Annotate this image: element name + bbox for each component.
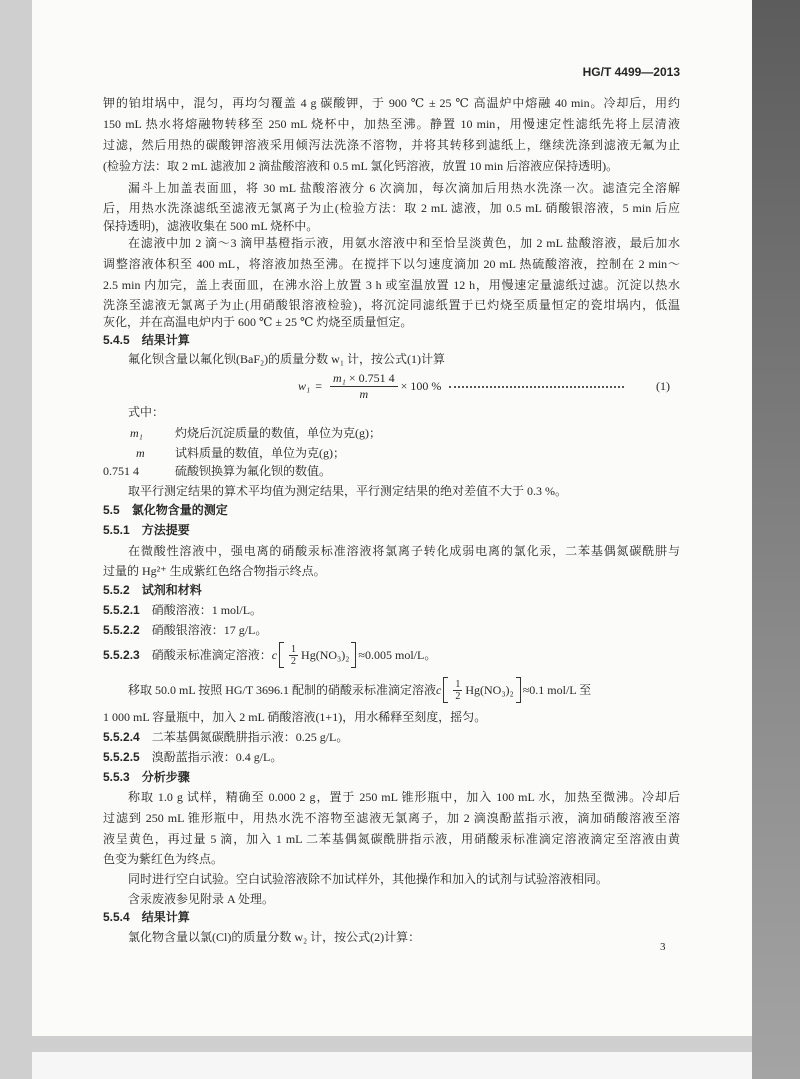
body-line: 灰化，并在高温电炉内于 600 ℃ ± 25 ℃ 灼烧至质量恒定。 <box>103 315 413 329</box>
clause-5-5-2-3 <box>103 642 436 668</box>
body-line: 过滤，然后用热的碳酸钾溶液采用倾泻法洗涤不溶物，并将其转移到滤纸上，继续洗涤到滤液无氟为止 <box>103 138 680 152</box>
precision-statement: 取平行测定结果的算术平均值为测定结果，平行测定结果的绝对差值不大于 0.3 %。 <box>128 484 567 498</box>
body-line: 在微酸性溶液中，强电离的硝酸汞标准溶液将氯离子转化成弱电离的氯化汞，二苯基偶氮碳酰肼与 <box>128 544 680 558</box>
clause-title: 结果计算 <box>141 333 190 347</box>
symbol-description: 硫酸钡换算为氟化钡的数值。 <box>175 464 332 478</box>
body-line: 洗涤至滤液无氯离子为止(用硝酸银溶液检验)，将沉淀同滤纸置于已灼烧至质量恒定的瓷坩埚内，低温 <box>103 298 680 312</box>
fraction-denominator: 2 <box>455 690 461 702</box>
formula-1 <box>298 369 624 403</box>
body-line: 150 mL 热水将熔融物转移至 250 mL 烧杯中，加热至沸。静置 10 min，用慢速定性滤纸先将上层清液 <box>103 117 680 131</box>
clause-heading-5-5-3 <box>103 769 190 785</box>
body-line: 钾的铂坩埚中，混匀，再均匀覆盖 4 g 碳酸钾，于 900 ℃ ± 25 ℃ 高温炉中熔融 40 min。冷却后，用约 <box>103 96 680 110</box>
fraction-numerator <box>330 371 398 387</box>
body-line: 调整溶液体积至 400 mL，将溶液加热至沸。在搅拌下以匀速度滴加 20 mL 热硫酸溶液，控制在 2 min～ <box>103 257 680 271</box>
clause-number: 5.4.5 <box>103 333 130 347</box>
reagent-name: 硝酸汞标准滴定溶液： <box>151 648 272 662</box>
blank-test-note: 同时进行空白试验。空白试验溶液除不加试样外，其他操作和加入的试剂与试验溶液相同。 <box>128 872 609 886</box>
body-line: 后，用热水洗涤滤纸至滤液无氯离子为止(检验方法：取 2 mL 滤液，加 0.5 mL 硝酸银溶液，5 min 后应 <box>103 201 680 215</box>
formula-lhs: w₁ <box>298 378 311 393</box>
waste-note: 含汞废液参见附录 A 处理。 <box>128 892 275 906</box>
clause-heading-5-5-4 <box>103 909 190 925</box>
body-line: 2.5 min 内加完，盖上表面皿，在沸水浴上放置 3 h 或室温放置 12 h，用慢速定量滤纸过滤。沉淀以热水 <box>103 278 680 292</box>
preparation-before: 移取 50.0 mL 按照 HG/T 3696.1 配制的硝酸汞标准滴定溶液 <box>128 683 436 697</box>
right-bracket <box>351 642 356 668</box>
chemical-species: Hg(NO₃)₂ <box>301 648 350 662</box>
dot-leader <box>449 385 624 388</box>
clause-text: 溴酚蓝指示液：0.4 g/L。 <box>151 750 283 764</box>
body-line: 称取 1.0 g 试样，精确至 0.000 2 g，置于 250 mL 锥形瓶中，加入 100 mL 水，加热至微沸。冷却后 <box>128 790 680 804</box>
clause-heading-5-5 <box>103 502 228 518</box>
symbol: m <box>136 446 145 460</box>
fraction-denominator: m <box>359 386 369 401</box>
clause-heading-5-5-2 <box>103 582 202 598</box>
symbol: 0.751 4 <box>103 464 139 478</box>
clause-heading-5-5-1 <box>103 522 190 538</box>
body-line: 过滤到 250 mL 锥形瓶中，用热水洗不溶物至滤液无氯离子，加 2 滴溴酚蓝指示液，滴加硝酸溶液至溶 <box>103 811 680 825</box>
clause-5-5-2-1 <box>103 602 262 618</box>
equals-sign: = <box>315 378 322 393</box>
body-line: 保持透明)，滤液收集在 500 mL 烧杯中。 <box>103 219 319 233</box>
numerator-variable: m₁ <box>332 370 346 385</box>
preparation-text <box>128 677 591 703</box>
where-label: 式中： <box>128 405 165 419</box>
formula-factor: × 100 % <box>400 378 442 393</box>
concentration-value: ≈0.005 mol/L。 <box>358 648 437 662</box>
calculation-intro: 氟化钡含量以氟化钡(BaF₂)的质量分数 w₁ 计，按公式(1)计算 <box>128 352 446 366</box>
clause-number: 5.5.2 <box>103 583 130 597</box>
fraction-numerator: 1 <box>455 678 461 690</box>
concentration-symbol: c <box>271 648 278 662</box>
left-bracket <box>279 642 284 668</box>
half-fraction <box>289 644 298 667</box>
body-line: 在滤液中加 2 滴～3 滴甲基橙指示液，用氨水溶液中和至恰呈淡黄色，加 2 mL 盐酸溶液，最后加水 <box>128 236 680 250</box>
clause-text: 硝酸溶液：1 mol/L。 <box>151 603 263 617</box>
clause-number: 5.5.2.4 <box>103 730 140 744</box>
page-number: 3 <box>660 941 666 953</box>
body-line: 液呈黄色，再过量 5 滴，加入 1 mL 二苯基偶氮碳酰肼指示液，用硝酸汞标准滴定溶液滴定至溶液由黄 <box>103 832 680 846</box>
clause-5-5-2-2 <box>103 622 267 638</box>
preparation-line-2: 1 000 mL 容量瓶中，加入 2 mL 硝酸溶液(1+1)，用水稀释至刻度，摇匀。 <box>103 710 487 724</box>
equation-number: (1) <box>656 379 670 393</box>
standard-number-header: HG/T 4499—2013 <box>582 65 680 79</box>
clause-number: 5.5.4 <box>103 910 130 924</box>
chemical-species: Hg(NO₃)₂ <box>465 683 514 697</box>
clause-number: 5.5 <box>103 503 120 517</box>
preparation-after: ≈0.1 mol/L 至 <box>522 683 592 697</box>
body-line: 色变为紫红色为终点。 <box>103 852 224 866</box>
body-line: (检验方法：取 2 mL 滤液加 2 滴盐酸溶液和 0.5 mL 氯化钙溶液，放置 10 min 后溶液应保持透明)。 <box>103 159 619 173</box>
clause-title: 方法提要 <box>141 523 190 537</box>
numerator-factor: × 0.751 4 <box>345 370 395 385</box>
clause-number: 5.5.3 <box>103 770 130 784</box>
next-page-edge <box>32 1052 752 1079</box>
preparation-line <box>128 677 680 703</box>
formula-fraction <box>330 371 398 402</box>
symbol: m₁ <box>130 426 143 440</box>
clause-title: 氯化物含量的测定 <box>131 503 228 517</box>
clause-title: 结果计算 <box>141 910 190 924</box>
half-fraction <box>453 679 462 702</box>
symbol-description: 试料质量的数值，单位为克(g)； <box>175 446 345 460</box>
body-line: 漏斗上加盖表面皿，将 30 mL 盐酸溶液分 6 次滴加，每次滴加后用热水洗涤一次。滤渣完全溶解 <box>128 181 680 195</box>
concentration-symbol: c <box>436 683 442 697</box>
symbol-description: 灼烧后沉淀质量的数值，单位为克(g)； <box>175 426 381 440</box>
clause-number: 5.5.2.2 <box>103 623 140 637</box>
clause-number: 5.5.2.3 <box>103 648 140 662</box>
clause-number: 5.5.2.1 <box>103 603 140 617</box>
clause-number: 5.5.1 <box>103 523 130 537</box>
clause-5-5-2-5 <box>103 749 282 765</box>
clause-text: 二苯基偶氮碳酰肼指示液：0.25 g/L。 <box>151 730 349 744</box>
left-bracket <box>443 677 448 703</box>
calculation-intro: 氯化物含量以氯(Cl)的质量分数 w₂ 计，按公式(2)计算： <box>128 930 421 944</box>
clause-text: 硝酸银溶液：17 g/L。 <box>151 623 268 637</box>
clause-heading-5-4-5 <box>103 332 190 348</box>
right-bracket <box>516 677 521 703</box>
clause-title: 试剂和材料 <box>141 583 202 597</box>
fraction-denominator: 2 <box>291 655 297 667</box>
clause-text <box>152 642 437 668</box>
body-line: 过量的 Hg²⁺ 生成紫红色络合物指示终点。 <box>103 564 326 578</box>
clause-5-5-2-4 <box>103 729 348 745</box>
scan-edge-shadow <box>752 0 800 1079</box>
clause-title: 分析步骤 <box>141 770 190 784</box>
fraction-numerator: 1 <box>291 643 297 655</box>
clause-number: 5.5.2.5 <box>103 750 140 764</box>
